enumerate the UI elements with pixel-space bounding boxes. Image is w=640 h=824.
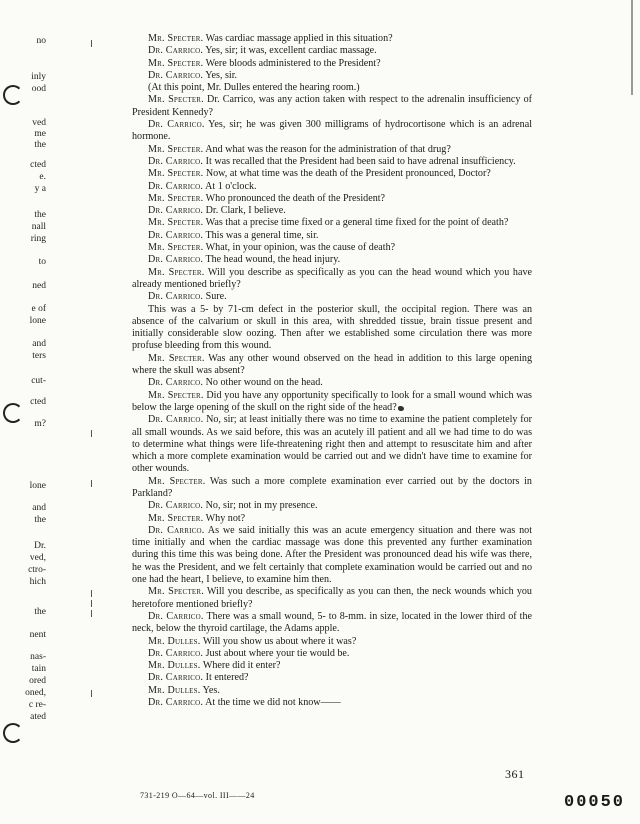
paragraph-text: Who pronounced the death of the President? bbox=[203, 192, 386, 204]
testimony-paragraph bbox=[132, 156, 532, 168]
paragraph-text: This was a general time, sir. bbox=[203, 229, 319, 241]
testimony-paragraph bbox=[132, 586, 532, 611]
paragraph-text: Did you have any opportunity specifically to look for a small wound which was below the large opening of the skull on the right side of the head? bbox=[132, 389, 532, 413]
testimony-paragraph bbox=[132, 291, 532, 303]
paragraph-text: It entered? bbox=[203, 672, 249, 684]
speaker-name: Mr. Specter. bbox=[148, 143, 204, 155]
speaker-name: Dr. Carrico. bbox=[148, 610, 204, 622]
margin-fragment: lone bbox=[29, 316, 46, 326]
punch-hole-bottom bbox=[3, 723, 23, 743]
margin-fragment: hich bbox=[29, 577, 46, 587]
margin-fragment: and bbox=[32, 339, 46, 349]
testimony-paragraph bbox=[132, 58, 532, 70]
margin-fragment: ctro- bbox=[28, 565, 46, 575]
paragraph-text: Was any other wound observed on the head in addition to this large opening where the skull was absent? bbox=[132, 352, 532, 377]
paragraph-text: The head wound, the head injury. bbox=[203, 254, 341, 266]
speaker-name: Mr. Dulles. bbox=[148, 684, 201, 696]
testimony-paragraph bbox=[132, 230, 532, 242]
speaker-name: Dr. Carrico. bbox=[148, 672, 204, 684]
paragraph-text: Were bloods administered to the President? bbox=[203, 57, 381, 69]
margin-fragment: inly bbox=[31, 72, 46, 82]
margin-fragment: ored bbox=[29, 676, 46, 686]
testimony-paragraph bbox=[132, 685, 532, 697]
testimony-paragraph bbox=[132, 70, 532, 82]
paragraph-text: Will you describe as specifically as you can the head wound which you have already mentioned briefly? bbox=[132, 266, 532, 290]
speaker-name: Mr. Specter. bbox=[148, 57, 204, 69]
testimony-paragraph bbox=[132, 304, 532, 353]
paragraph-text: As we said initially this was an acute emergency situation and there was not time initially and when the cardiac massage was done this prevented any further examination during this time this was being done. After the President was pronounced dead his wife was there, he was the President, and we felt certainly that complete examination would be carried out and no one had the heart, I believe, to examine him then. bbox=[132, 524, 533, 586]
testimony-paragraph bbox=[132, 267, 532, 292]
paragraph-text: Will you show us about where it was? bbox=[200, 635, 357, 647]
paragraph-text: Yes, sir; it was, excellent cardiac massage. bbox=[203, 45, 377, 57]
speaker-name: Dr. Carrico. bbox=[148, 254, 204, 266]
binding-tick bbox=[91, 610, 92, 617]
testimony-paragraph bbox=[132, 500, 532, 512]
margin-fragment: cted bbox=[30, 160, 46, 170]
paragraph-text: Now, at what time was the death of the President pronounced, Doctor? bbox=[203, 168, 491, 180]
testimony-paragraph bbox=[132, 168, 532, 180]
margin-fragment: y a bbox=[34, 184, 46, 194]
testimony-paragraph bbox=[132, 242, 532, 254]
testimony-paragraph bbox=[132, 217, 532, 229]
speaker-name: Mr. Specter. bbox=[148, 33, 204, 44]
margin-fragment: nent bbox=[29, 630, 46, 640]
paragraph-text: Was such a more complete examination ever carried out by the doctors in Parkland? bbox=[132, 475, 532, 499]
speaker-name: Mr. Dulles. bbox=[148, 660, 201, 672]
speaker-name: Mr. Specter. bbox=[148, 352, 205, 364]
paragraph-text: There was a small wound, 5- to 8-mm. in size, located in the lower third of the neck, below the thyroid cartilage, the Adams apple. bbox=[132, 610, 532, 635]
paragraph-text: Yes, sir. bbox=[203, 69, 238, 81]
margin-fragment: c re- bbox=[28, 700, 46, 710]
binding-tick bbox=[91, 600, 92, 607]
speaker-name: Mr. Specter. bbox=[148, 475, 206, 487]
margin-fragment: and bbox=[32, 503, 46, 513]
speaker-name: Dr. Carrico. bbox=[148, 500, 204, 512]
speaker-name: Dr. Carrico. bbox=[148, 69, 204, 81]
paragraph-text: Where did it enter? bbox=[200, 660, 281, 672]
margin-fragment: to bbox=[38, 257, 46, 267]
speaker-name: Mr. Specter. bbox=[148, 217, 204, 229]
paragraph-text: This was a 5- by 71-cm defect in the posterior skull, the occipital region. There was an absence of the calvarium or skull in this area, with shredded tissue, brain tissue present and initially considerable slow oozing. Then after we established some circulation there was more profuse bleeding from this wound. bbox=[132, 303, 532, 352]
margin-fragment: Dr. bbox=[34, 541, 46, 551]
punch-hole-middle bbox=[3, 403, 23, 423]
paragraph-text: Yes, sir; he was given 300 milligrams of hydrocortisone which is an adrenal hormone. bbox=[132, 119, 532, 143]
testimony-paragraph bbox=[132, 672, 532, 684]
paragraph-text: What, in your opinion, was the cause of death? bbox=[203, 242, 396, 254]
margin-fragment: e of bbox=[31, 304, 46, 314]
paragraph-text: Dr. Clark, I believe. bbox=[203, 205, 286, 217]
testimony-paragraph bbox=[132, 94, 532, 119]
speaker-name: Dr. Carrico. bbox=[148, 647, 204, 659]
binding-tick bbox=[91, 480, 92, 487]
margin-fragment: the bbox=[34, 515, 46, 525]
testimony-paragraph bbox=[132, 45, 532, 57]
speaker-name: Dr. Carrico. bbox=[148, 155, 204, 167]
speaker-name: Dr. Carrico. bbox=[148, 377, 204, 389]
speaker-name: Mr. Specter. bbox=[148, 242, 204, 254]
speaker-name: Mr. Specter. bbox=[148, 266, 205, 278]
testimony-paragraph bbox=[132, 648, 532, 660]
punch-hole-top bbox=[3, 85, 23, 105]
speaker-name: Mr. Specter. bbox=[148, 389, 204, 401]
margin-fragment: no bbox=[36, 36, 46, 46]
margin-fragment: e. bbox=[39, 172, 46, 182]
paragraph-text: Sure. bbox=[203, 291, 227, 303]
paragraph-text: At 1 o'clock. bbox=[203, 180, 257, 192]
margin-fragment: ood bbox=[31, 84, 46, 94]
margin-fragment: ned bbox=[32, 281, 46, 291]
testimony-paragraph bbox=[132, 205, 532, 217]
margin-fragment: the bbox=[34, 607, 46, 617]
speaker-name: Dr. Carrico. bbox=[148, 697, 204, 709]
margin-fragment: the bbox=[34, 210, 46, 220]
paragraph-text: At the time we did not know—— bbox=[203, 697, 341, 709]
binding-tick bbox=[91, 40, 92, 47]
testimony-paragraph bbox=[132, 353, 532, 378]
speaker-name: Mr. Specter. bbox=[148, 168, 204, 180]
speaker-name: Dr. Carrico. bbox=[148, 229, 204, 241]
paragraph-text: It was recalled that the President had been said to have adrenal insufficiency. bbox=[203, 155, 516, 167]
paragraph-text: Will you describe, as specifically as you can then, the neck wounds which you heretofore mentioned briefly? bbox=[132, 586, 532, 610]
speaker-name: Mr. Specter. bbox=[148, 512, 204, 524]
testimony-paragraph bbox=[132, 414, 532, 475]
speaker-name: Dr. Carrico. bbox=[148, 524, 205, 536]
page-number: 361 bbox=[505, 767, 525, 781]
paragraph-text: Dr. Carrico, was any action taken with respect to the adrenalin insufficiency of President Kennedy? bbox=[132, 94, 532, 118]
speaker-name: Dr. Carrico. bbox=[148, 205, 204, 217]
speaker-name: Dr. Carrico. bbox=[148, 45, 204, 57]
paragraph-text: Was cardiac massage applied in this situation? bbox=[203, 33, 393, 44]
speaker-name: Mr. Specter. bbox=[148, 94, 204, 106]
margin-fragment: me bbox=[34, 129, 46, 139]
document-stamp-number: 00050 bbox=[564, 793, 626, 812]
paragraph-text: Just about where your tie would be. bbox=[203, 647, 350, 659]
testimony-paragraph bbox=[132, 193, 532, 205]
testimony-paragraph bbox=[132, 33, 532, 45]
testimony-paragraph bbox=[132, 377, 532, 389]
speaker-name: Mr. Specter. bbox=[148, 192, 204, 204]
binding-tick bbox=[91, 690, 92, 697]
paragraph-text: No other wound on the head. bbox=[203, 377, 323, 389]
paragraph-text: Was that a precise time fixed or a general time fixed for the point of death? bbox=[203, 217, 509, 229]
print-footer: 731-219 O—64—vol. III——24 bbox=[140, 791, 255, 800]
paragraph-text: No, sir; not in my presence. bbox=[203, 500, 318, 512]
paragraph-text: No, sir; at least initially there was no time to examine the patient completely for all small wounds. As we said before, this was an acutely ill patient and all we had time to do was to determine what things were life-threatening right then and attempt to resuscitate him and after which a more complete examination would be carried out and we didn't have time to examine for other wounds. bbox=[132, 414, 532, 475]
testimony-paragraph bbox=[132, 525, 532, 586]
binding-tick bbox=[91, 430, 92, 437]
paragraph-text: Yes. bbox=[200, 684, 220, 696]
margin-fragment: cut- bbox=[31, 376, 46, 386]
testimony-paragraph bbox=[132, 82, 532, 94]
testimony-text bbox=[132, 33, 532, 709]
testimony-paragraph bbox=[132, 254, 532, 266]
margin-fragment: lone bbox=[29, 481, 46, 491]
testimony-paragraph bbox=[132, 636, 532, 648]
margin-fragment: ring bbox=[30, 234, 46, 244]
testimony-paragraph bbox=[132, 119, 532, 144]
margin-fragment: oned, bbox=[25, 688, 46, 698]
margin-fragment: ated bbox=[30, 712, 46, 722]
binding-tick bbox=[91, 590, 92, 597]
margin-fragment: the bbox=[34, 140, 46, 150]
speaker-name: Dr. Carrico. bbox=[148, 180, 204, 192]
margin-fragment: ved bbox=[32, 118, 46, 128]
testimony-paragraph bbox=[132, 697, 532, 709]
margin-fragment: nall bbox=[31, 222, 46, 232]
paragraph-text: (At this point, Mr. Dulles entered the hearing room.) bbox=[148, 82, 360, 94]
testimony-paragraph bbox=[132, 181, 532, 193]
margin-fragment: nas- bbox=[30, 652, 46, 662]
margin-fragment: tain bbox=[31, 664, 46, 674]
page-edge-line bbox=[631, 0, 633, 95]
margin-fragment: cted bbox=[30, 397, 46, 407]
testimony-paragraph bbox=[132, 660, 532, 672]
speaker-name: Dr. Carrico. bbox=[148, 119, 205, 131]
paragraph-text: Why not? bbox=[203, 512, 246, 524]
speaker-name: Dr. Carrico. bbox=[148, 291, 204, 303]
testimony-paragraph bbox=[132, 476, 532, 501]
speaker-name: Mr. Specter. bbox=[148, 586, 204, 598]
testimony-paragraph bbox=[132, 390, 532, 415]
paragraph-text: And what was the reason for the administration of that drug? bbox=[203, 143, 451, 155]
margin-fragment: ters bbox=[32, 351, 46, 361]
margin-fragment: m? bbox=[34, 419, 46, 429]
testimony-paragraph bbox=[132, 513, 532, 525]
testimony-paragraph bbox=[132, 611, 532, 636]
testimony-paragraph bbox=[132, 144, 532, 156]
speaker-name: Dr. Carrico. bbox=[148, 414, 204, 426]
speaker-name: Mr. Dulles. bbox=[148, 635, 201, 647]
margin-fragment: ved, bbox=[29, 553, 46, 563]
